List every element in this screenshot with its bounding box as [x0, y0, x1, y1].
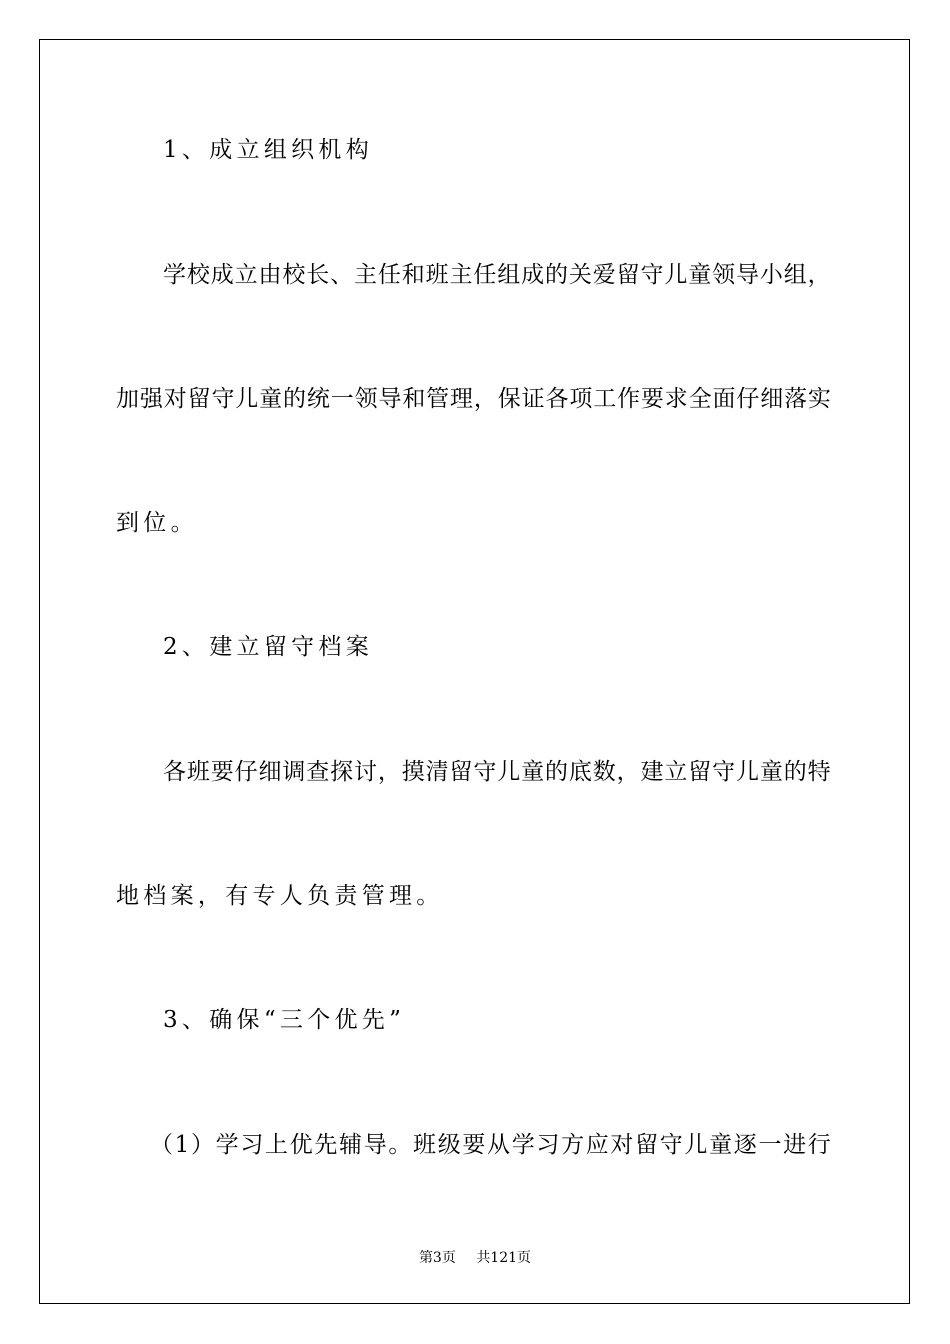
glyph: 求: [664, 386, 688, 412]
glyph: 学: [163, 262, 186, 288]
glyph: 对: [610, 1132, 634, 1158]
glyph: 主: [354, 262, 377, 288]
glyph: 童: [521, 759, 545, 785]
glyph: 留: [688, 759, 712, 785]
glyph: ，: [616, 759, 640, 785]
glyph: 的: [283, 386, 307, 412]
glyph: ）: [190, 1132, 214, 1158]
glyph: 导: [736, 262, 759, 288]
glyph: 班: [413, 1132, 437, 1158]
glyph: 一: [758, 1132, 782, 1158]
glyph: 校: [282, 262, 306, 288]
glyph: 辅: [339, 1132, 363, 1158]
paragraph-line: [163, 757, 831, 787]
glyph: 长: [306, 262, 330, 288]
glyph: 方: [561, 1132, 585, 1158]
glyph: 各: [545, 386, 569, 412]
glyph: 查: [306, 759, 330, 785]
glyph: 要: [640, 386, 664, 412]
glyph: 组: [497, 262, 521, 288]
page-border: [39, 39, 910, 1304]
glyph: 强: [139, 386, 163, 412]
glyph: 爱: [592, 262, 616, 288]
glyph: 实: [807, 386, 831, 412]
glyph: 童: [688, 262, 712, 288]
glyph: 成: [210, 262, 234, 288]
glyph: 留: [616, 262, 640, 288]
glyph: 讨: [354, 759, 377, 785]
glyph: 证: [521, 386, 545, 412]
glyph: 导: [363, 1132, 387, 1158]
glyph: 儿: [736, 759, 759, 785]
glyph: 领: [354, 386, 378, 412]
glyph: 领: [712, 262, 736, 288]
glyph: 成: [521, 262, 545, 288]
glyph: 小: [759, 262, 783, 288]
glyph: 1: [174, 1132, 190, 1158]
section-heading-1: 1、成立组织机构: [163, 137, 374, 163]
glyph: 的: [545, 262, 568, 288]
paragraph-line: [150, 1130, 831, 1160]
glyph: 建: [640, 759, 664, 785]
total-pages: 共121页: [476, 1250, 532, 1266]
glyph: 和: [402, 386, 426, 412]
page-footer: [0, 1248, 950, 1268]
glyph: 守: [712, 759, 736, 785]
glyph: 、: [330, 262, 354, 288]
glyph: 守: [659, 1132, 683, 1158]
glyph: 清: [425, 759, 449, 785]
section-heading-3: 3、确保“三个优先”: [163, 1007, 406, 1033]
paragraph-line: [163, 260, 831, 290]
glyph: 落: [784, 386, 808, 412]
glyph: 的: [783, 759, 807, 785]
glyph: 导: [378, 386, 402, 412]
glyph: 仔: [736, 386, 760, 412]
glyph: 的: [545, 759, 568, 785]
glyph: （: [150, 1132, 173, 1158]
glyph: 底: [568, 759, 592, 785]
glyph: 儿: [684, 1132, 708, 1158]
glyph: 管: [426, 386, 450, 412]
glyph: 儿: [497, 759, 521, 785]
glyph: 级: [437, 1132, 461, 1158]
glyph: 应: [585, 1132, 609, 1158]
glyph: 留: [449, 759, 473, 785]
glyph: 留: [635, 1132, 659, 1158]
glyph: 要: [462, 1132, 486, 1158]
glyph: 立: [664, 759, 688, 785]
glyph: 由: [258, 262, 282, 288]
glyph: ，: [807, 262, 831, 288]
glyph: 特: [807, 759, 831, 785]
glyph: 调: [282, 759, 306, 785]
glyph: ，: [473, 386, 497, 412]
glyph: 任: [473, 262, 497, 288]
paragraph-line: 地档案，有专人负责管理。: [116, 883, 444, 909]
paragraph-line: [116, 384, 831, 414]
glyph: 一: [330, 386, 354, 412]
glyph: 守: [640, 262, 664, 288]
glyph: 立: [234, 262, 258, 288]
glyph: 进: [783, 1132, 807, 1158]
glyph: 班: [425, 262, 449, 288]
paragraph-line: 到位。: [116, 510, 198, 536]
glyph: 优: [289, 1132, 313, 1158]
glyph: 行: [807, 1132, 831, 1158]
glyph: 逐: [733, 1132, 757, 1158]
glyph: 细: [258, 759, 282, 785]
glyph: 统: [306, 386, 330, 412]
glyph: 工: [593, 386, 617, 412]
glyph: 习: [536, 1132, 560, 1158]
glyph: 童: [259, 386, 283, 412]
glyph: 先: [314, 1132, 338, 1158]
glyph: 数: [592, 759, 616, 785]
glyph: 保: [497, 386, 521, 412]
glyph: 守: [473, 759, 497, 785]
glyph: 关: [568, 262, 592, 288]
glyph: 儿: [235, 386, 259, 412]
glyph: 仔: [234, 759, 258, 785]
glyph: 要: [210, 759, 234, 785]
page-number: 第3页: [418, 1250, 456, 1266]
glyph: 作: [617, 386, 641, 412]
glyph: 童: [709, 1132, 733, 1158]
glyph: 学: [511, 1132, 535, 1158]
glyph: 细: [760, 386, 784, 412]
glyph: 从: [487, 1132, 511, 1158]
glyph: 和: [401, 262, 425, 288]
glyph: 儿: [664, 262, 688, 288]
glyph: 项: [569, 386, 593, 412]
glyph: 理: [450, 386, 474, 412]
glyph: 探: [330, 759, 354, 785]
glyph: 对: [163, 386, 187, 412]
glyph: 校: [186, 262, 210, 288]
glyph: 面: [712, 386, 736, 412]
glyph: 留: [187, 386, 211, 412]
glyph: 守: [211, 386, 235, 412]
section-heading-2: 2、建立留守档案: [163, 634, 374, 660]
glyph: 童: [759, 759, 783, 785]
glyph: 习: [240, 1132, 264, 1158]
glyph: 班: [186, 759, 210, 785]
glyph: 学: [215, 1132, 239, 1158]
glyph: 上: [265, 1132, 288, 1158]
glyph: 组: [783, 262, 807, 288]
glyph: 加: [116, 386, 139, 412]
glyph: 各: [163, 759, 186, 785]
glyph: 主: [449, 262, 473, 288]
glyph: 摸: [401, 759, 425, 785]
glyph: 任: [377, 262, 401, 288]
glyph: 。: [388, 1132, 412, 1158]
glyph: 全: [688, 386, 712, 412]
glyph: ，: [377, 759, 401, 785]
